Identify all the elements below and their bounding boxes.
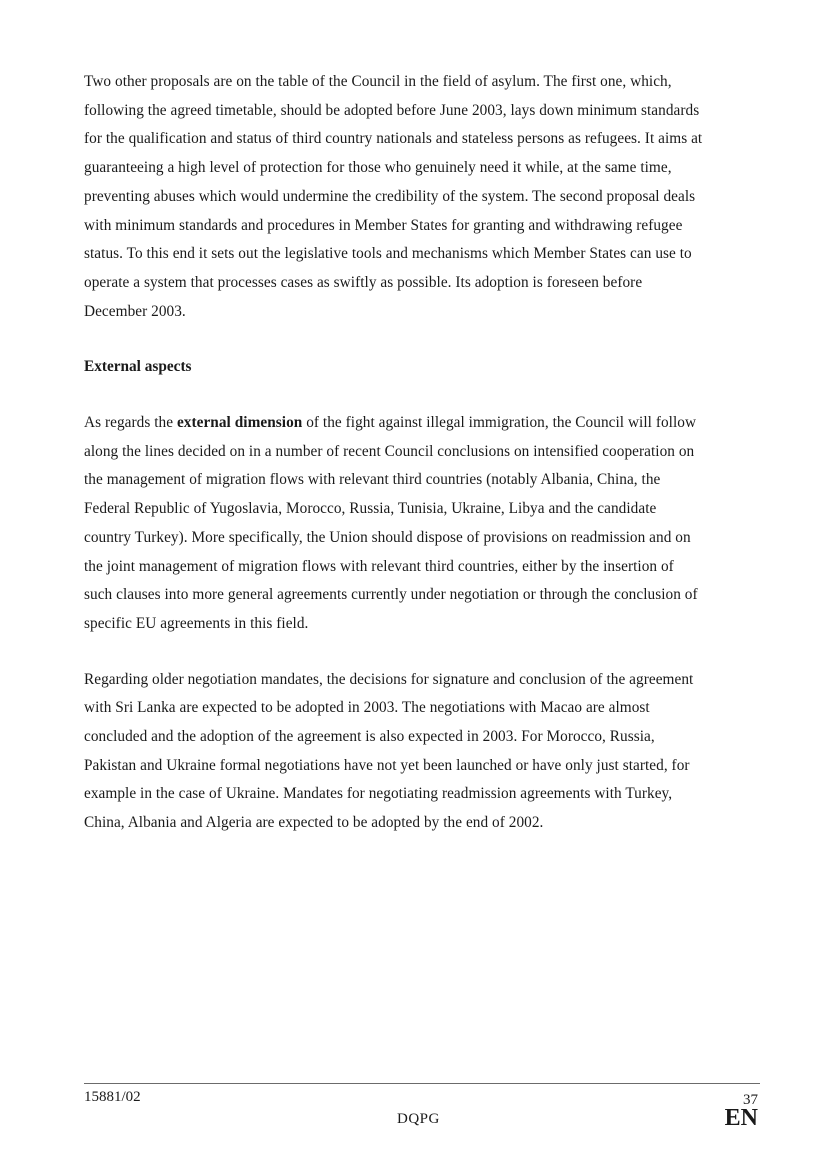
document-number: 15881/02 — [84, 1089, 141, 1105]
paragraph-external-dimension — [84, 409, 760, 639]
text-line: December 2003. — [84, 302, 186, 320]
section-heading: External aspects — [84, 358, 192, 376]
text-line: operate a system that processes cases as swiftly as possible. Its adoption is foreseen before — [84, 273, 643, 291]
text-suffix: of the fight against illegal immigration, the Council will follow — [302, 414, 697, 432]
text-line: status. To this end it sets out the legislative tools and mechanisms which Member States can use to — [84, 245, 692, 263]
footer-divider — [84, 1083, 760, 1084]
text-line: following the agreed timetable, should be adopted before June 2003, lays down minimum standards — [84, 101, 700, 119]
text-line: such clauses into more general agreements currently under negotiation or through the conclusion of — [84, 586, 698, 604]
department-code: DQPG — [397, 1111, 440, 1127]
text-line: Two other proposals are on the table of the Council in the field of asylum. The first one, which, — [84, 73, 672, 90]
text-line: the joint management of migration flows with relevant third countries, either by the insertion of — [84, 557, 674, 575]
text-line: along the lines decided on in a number of recent Council conclusions on intensified cooperation on — [84, 442, 695, 460]
emphasized-term: external dimension — [176, 414, 303, 432]
text-line: Pakistan and Ukraine formal negotiations have not yet been launched or have only just started, for — [84, 756, 690, 774]
paragraph-negotiation-mandates — [84, 666, 760, 838]
text-line: the management of migration flows with relevant third countries (notably Albania, China, the — [84, 471, 661, 489]
text-prefix: As regards the — [84, 414, 177, 432]
text-line — [84, 409, 760, 438]
text-line: with minimum standards and procedures in Member States for granting and withdrawing refugee — [84, 216, 683, 234]
text-line: Federal Republic of Yugoslavia, Morocco, Russia, Tunisia, Ukraine, Libya and the candidate — [84, 500, 657, 518]
language-code: EN — [724, 1105, 758, 1131]
text-line: example in the case of Ukraine. Mandates for negotiating readmission agreements with Turkey, — [84, 785, 673, 803]
page-number: 37 — [743, 1092, 758, 1108]
text-line: country Turkey). More specifically, the Union should dispose of provisions on readmission and on — [84, 528, 691, 546]
text-line: for the qualification and status of third country nationals and stateless persons as refugees. It aims at — [84, 130, 703, 148]
text-line: guaranteeing a high level of protection for those who genuinely need it while, at the same time, — [84, 159, 672, 177]
text-line: concluded and the adoption of the agreement is also expected in 2003. For Morocco, Russia, — [84, 728, 655, 746]
text-line: specific EU agreements in this field. — [84, 614, 309, 632]
text-line: with Sri Lanka are expected to be adopted in 2003. The negotiations with Macao are almost — [84, 699, 650, 717]
document-body — [84, 68, 760, 838]
text-line: Regarding older negotiation mandates, the decisions for signature and conclusion of the agreement — [84, 670, 694, 688]
paragraph-asylum-proposals — [84, 68, 760, 326]
text-line: China, Albania and Algeria are expected to be adopted by the end of 2002. — [84, 814, 544, 832]
text-line: preventing abuses which would undermine the credibility of the system. The second proposal deals — [84, 187, 696, 205]
